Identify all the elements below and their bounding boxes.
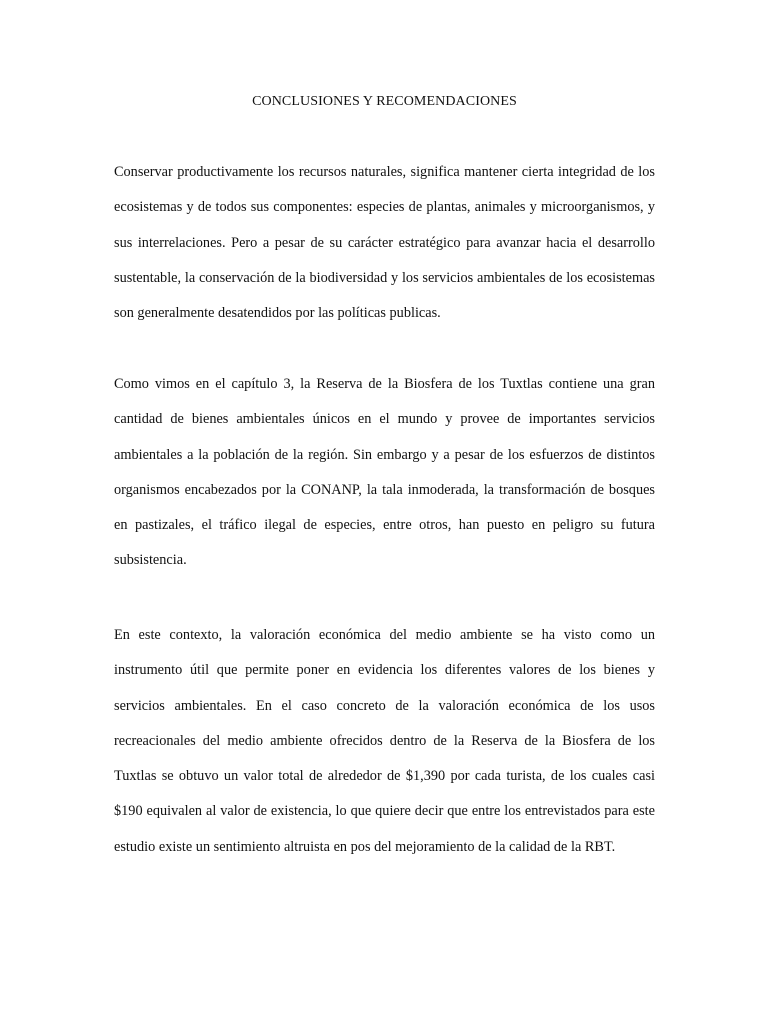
- paragraph-conservation: Conservar productivamente los recursos naturales, significa mantener cierta integridad de los ecosistemas y de todos sus componentes: especies de plantas, animales y microorganismos, y sus interrelaciones. Pero a pesar de su carácter estratégico para avanzar hacia el desarrollo sustentable, la conservación de la biodiversidad y los servicios ambientales de los ecosistemas son generalmente desatendidos por las políticas publicas.: [114, 164, 655, 322]
- paragraph-reserve-tuxtlas: Como vimos en el capítulo 3, la Reserva de la Biosfera de los Tuxtlas contiene una gran cantidad de bienes ambientales únicos en el mundo y provee de importantes servicios ambientales a la población de la región. Sin embargo y a pesar de los esfuerzos de distintos organismos encabezados por la CONANP, la tala inmoderada, la transformación de bosques en pastizales, el tráfico ilegal de especies, entre otros, han puesto en peligro su futura subsistencia.: [114, 376, 655, 569]
- section-title: CONCLUSIONES Y RECOMENDACIONES: [252, 94, 517, 109]
- document-page: [114, 0, 655, 1024]
- paragraph-economic-valuation: En este contexto, la valoración económica del medio ambiente se ha visto como un instrumento útil que permite poner en evidencia los diferentes valores de los bienes y servicios ambientales. En el caso concreto de la valoración económica de los usos recreacionales del medio ambiente ofrecidos dentro de la Reserva de la Biosfera de los Tuxtlas se obtuvo un valor total de alrededor de $1,390 por cada turista, de los cuales casi $190 equivalen al valor de existencia, lo que quiere decir que entre los entrevistados para este estudio existe un sentimiento altruista en pos del mejoramiento de la calidad de la RBT.: [114, 627, 655, 855]
